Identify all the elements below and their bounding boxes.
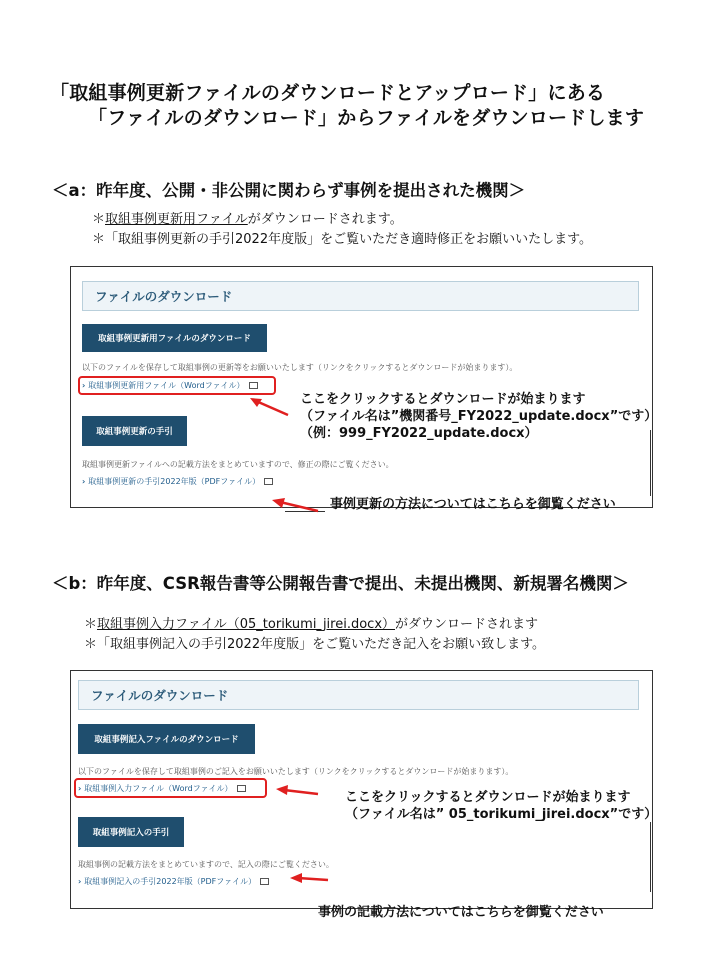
note-bullet: ＊ (84, 617, 98, 632)
link-label: 取組事例更新用ファイル（Wordファイル） (88, 381, 245, 390)
callout-line: （ファイル名は”機関番号_FY2022_update.docx”です） (300, 409, 658, 424)
note-bullet: ＊ (92, 212, 106, 227)
new-window-icon (260, 878, 269, 885)
callout-line: （例：999_FY2022_update.docx） (300, 426, 538, 441)
callout-line: ここをクリックするとダウンロードが始まります (300, 392, 586, 407)
red-arrow-icon (274, 785, 320, 799)
connector-line (650, 822, 651, 892)
guide-description: 取組事例の記載方法をまとめていますので、記入の際にご覧ください。 (78, 860, 334, 869)
download-entry-file-button[interactable]: 取組事例記入ファイルのダウンロード (78, 724, 255, 754)
section-b-heading: ＜b：昨年度、CSR報告書等公開報告書で提出、未提出機関、新規署名機関＞ (52, 574, 629, 593)
download-description: 以下のファイルを保存して取組事例の更新等をお願いいたします（リンクをクリックするとダウンロードが始まります）。 (82, 363, 518, 372)
section-a-heading: ＜a：昨年度、公開・非公開に関わらず事例を提出された機関＞ (52, 181, 526, 200)
page-title-line1: 「取組事例更新ファイルのダウンロードとアップロード」にある (50, 82, 606, 104)
download-description: 以下のファイルを保存して取組事例のご記入をお願いいたします（リンクをクリックするとダウンロードが始まります）。 (78, 767, 514, 776)
highlight-box (78, 376, 276, 395)
link-label: 取組事例記入の手引2022年版（PDFファイル） (84, 877, 257, 886)
chevron-right-icon: › (82, 477, 86, 486)
red-arrow-icon (288, 872, 330, 886)
entry-guide-pdf-link[interactable] (78, 876, 269, 887)
section-a-note1 (92, 208, 403, 227)
download-panel-header: ファイルのダウンロード (78, 680, 639, 710)
section-b-note1 (84, 613, 538, 632)
note-suffix: がダウンロードされます (395, 617, 539, 632)
chevron-right-icon: › (78, 877, 82, 886)
callout-line: ここをクリックするとダウンロードが始まります (345, 790, 631, 805)
note-file-name: 取組事例入力ファイル（05_torikumi_jirei.docx） (97, 617, 396, 632)
new-window-icon (264, 478, 273, 485)
callout-guide: 事例の記載方法についてはこちらを御覧ください (318, 905, 604, 920)
note-suffix: がダウンロードされます。 (247, 212, 403, 227)
connector-line (650, 430, 651, 496)
page-title-line2: 「ファイルのダウンロード」からファイルをダウンロードします (88, 107, 645, 129)
highlight-box (74, 778, 267, 798)
update-guide-pdf-link[interactable] (82, 476, 273, 487)
link-label: 取組事例更新の手引2022年版（PDFファイル） (88, 477, 261, 486)
connector-line (300, 908, 314, 909)
section-b-note2: ＊「取組事例記入の手引2022年度版」をご覧いただき記入をお願い致します。 (84, 637, 546, 652)
red-arrow-icon (248, 395, 290, 417)
callout-download-starts (300, 391, 657, 442)
download-panel-header: ファイルのダウンロード (82, 281, 639, 311)
chevron-right-icon: › (78, 784, 82, 793)
update-guide-button[interactable]: 取組事例更新の手引 (82, 416, 187, 446)
chevron-right-icon: › (82, 381, 86, 390)
section-a-note2: ＊「取組事例更新の手引2022年度版」をご覧いただき適時修正をお願いいたします。 (92, 232, 593, 247)
note-file-name: 取組事例更新用ファイル (105, 212, 248, 227)
guide-description: 取組事例更新ファイルへの記載方法をまとめていますので、修正の際にご覧ください。 (82, 460, 394, 469)
callout-guide: 事例更新の方法についてはこちらを御覧ください (330, 497, 616, 512)
download-update-file-button[interactable]: 取組事例更新用ファイルのダウンロード (82, 324, 267, 352)
callout-line: （ファイル名は” 05_torikumi_jirei.docx”です） (345, 807, 658, 822)
link-label: 取組事例入力ファイル（Wordファイル） (84, 784, 233, 793)
entry-guide-button[interactable]: 取組事例記入の手引 (78, 817, 184, 847)
red-arrow-icon (270, 497, 320, 515)
callout-download-starts (345, 789, 657, 823)
